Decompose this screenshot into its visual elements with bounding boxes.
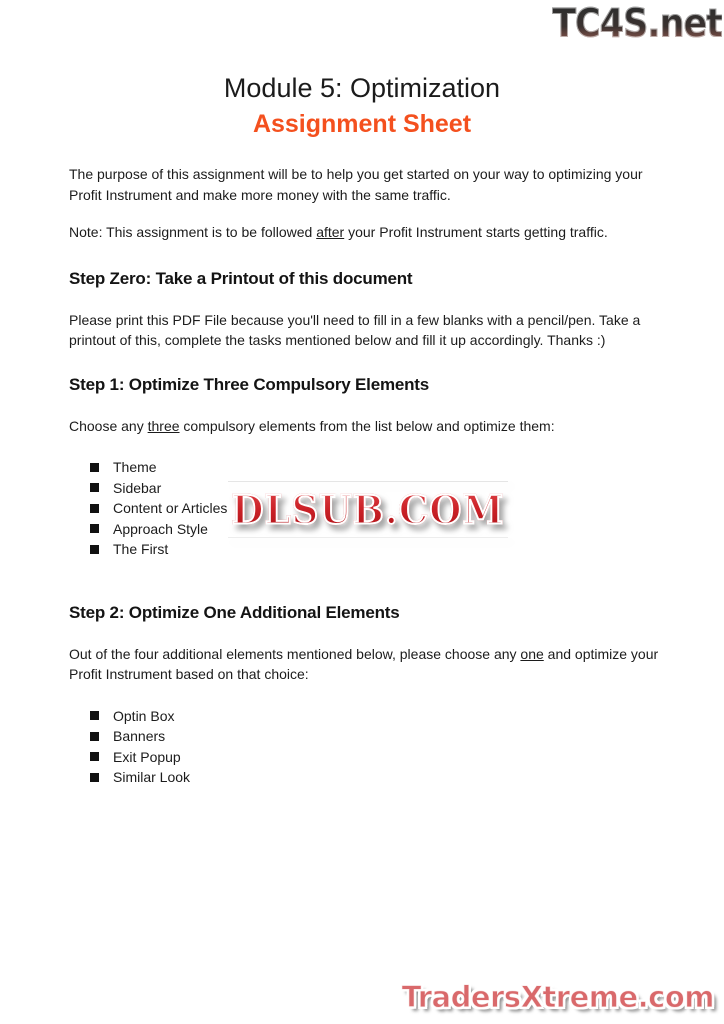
list-item-label: Similar Look [113,769,191,785]
dlsub-watermark [228,481,508,538]
additional-elements-list [90,706,669,788]
list-item-label: Optin Box [113,707,175,724]
tc4s-logo-watermark: TC4S.net [552,2,722,47]
step-one-text-suffix: compulsory elements from the list below and optimize them: [179,417,555,434]
step-two-text-prefix: Out of the four additional elements mentioned below, please choose any [69,645,521,662]
page-subtitle: Assignment Sheet [252,110,472,138]
step-one-paragraph [69,416,669,437]
list-item [90,747,669,768]
step-zero-paragraph: Please print this PDF File because you'll need to fill in a few blanks with a pencil/pen. Take a printout of this, complete the tasks mentioned below and fill it up accordingly. Thanks :) [69,311,641,348]
note-paragraph [69,222,669,243]
list-item-label: Approach Style [113,520,208,537]
list-item [90,767,669,788]
step-two-text-suffix: and optimize your Profit Instrument based on that choice: [69,645,659,682]
list-item-label: Content or Articles [113,500,228,516]
list-item-label: The First [113,541,169,557]
note-text-suffix: your Profit Instrument starts getting traffic. [344,224,608,240]
square-bullet-icon [90,483,99,492]
square-bullet-icon [90,504,99,513]
step-one-text-prefix: Choose any [69,417,148,434]
list-item-label: Exit Popup [113,748,181,765]
tradersxtreme-logo-watermark: TradersXtreme.com [401,980,714,1014]
step-two-underlined-word: one [520,645,544,662]
list-item [90,726,669,747]
square-bullet-icon [90,545,99,554]
document-body [69,164,669,788]
note-text-prefix: Note: This assignment is to be followed [69,224,317,240]
note-underlined-word: after [316,224,345,240]
list-item [90,457,669,478]
page-title: Module 5: Optimization [223,73,501,103]
list-item-label: Sidebar [113,479,162,496]
square-bullet-icon [90,732,99,741]
list-item-label: Banners [113,728,166,744]
step-one-underlined-word: three [147,417,180,434]
list-item-label: Theme [113,459,157,475]
square-bullet-icon [90,711,99,720]
step-one-heading: Step 1: Optimize Three Compulsory Elements [69,374,430,394]
square-bullet-icon [90,752,99,761]
list-item [90,539,669,560]
step-two-heading: Step 2: Optimize One Additional Elements [69,602,400,622]
square-bullet-icon [90,773,99,782]
dlsub-watermark-text: DLSUB.COM [231,486,505,533]
list-item [90,706,669,727]
square-bullet-icon [90,463,99,472]
intro-paragraph: The purpose of this assignment will be to help you get started on your way to optimizing your Profit Instrument and make more money with the same traffic. [69,166,643,203]
step-two-paragraph [69,644,669,685]
square-bullet-icon [90,524,99,533]
step-zero-heading: Step Zero: Take a Printout of this document [69,268,413,288]
